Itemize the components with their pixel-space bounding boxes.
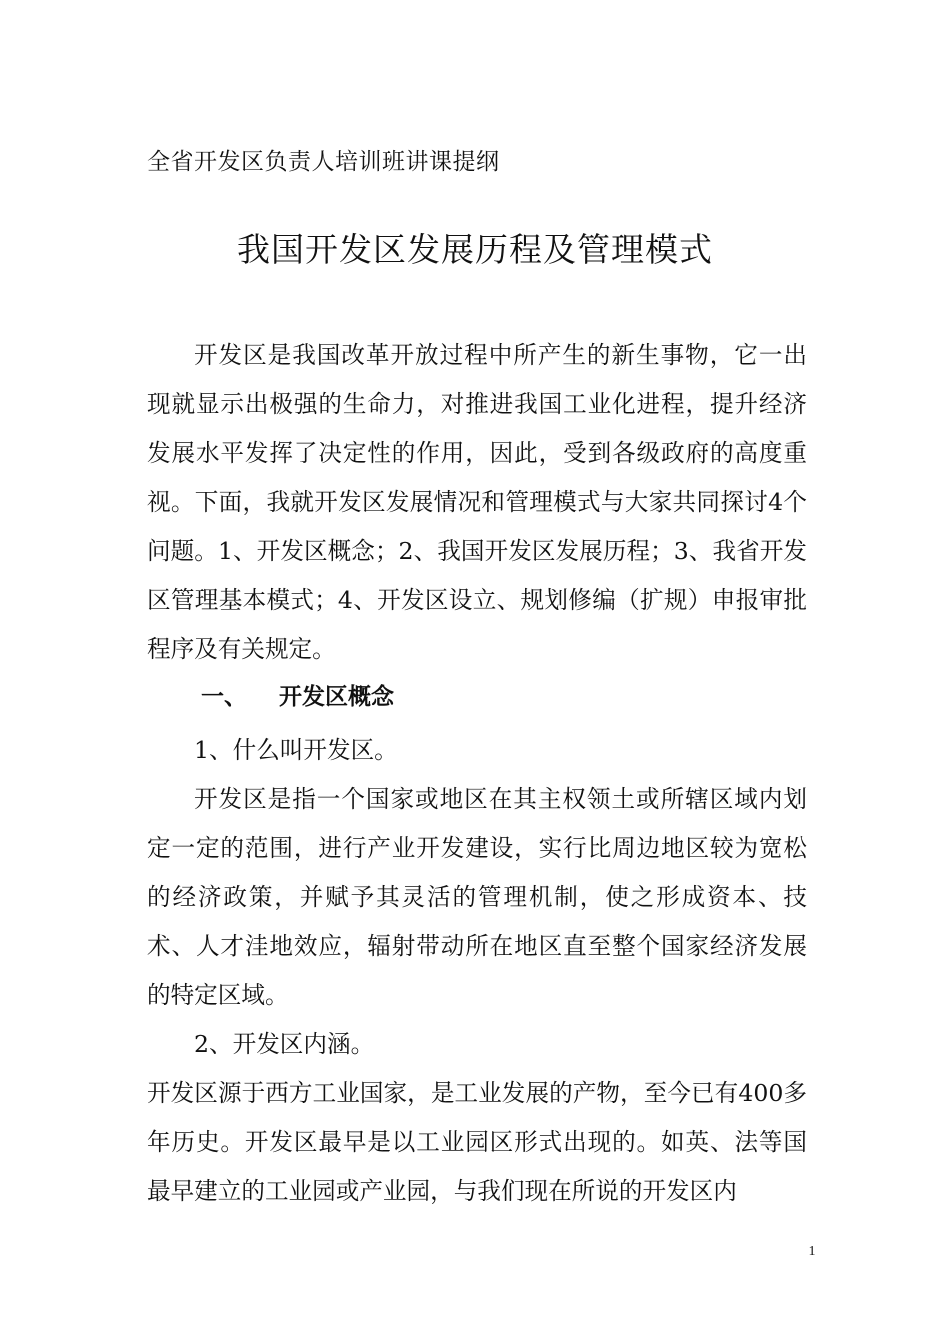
item2-paragraph: 开发区源于西方工业国家，是工业发展的产物，至今已有400多年历史。开发区最早是以工业园区形式出现的。如英、法等国最早建立的工业园或产业园，与我们现在所说的开发区内 <box>147 1079 807 1205</box>
item1-heading: 1、什么叫开发区。 <box>194 736 398 764</box>
page-number: 1 <box>808 1244 816 1259</box>
intro-paragraph: 开发区是我国改革开放过程中所产生的新生事物，它一出现就显示出极强的生命力，对推进我国工业化进程，提升经济发展水平发挥了决定性的作用，因此，受到各级政府的高度重视。下面，我就开发区发展情况和管理模式与大家共同探讨4个问题。1、开发区概念；2、我国开发区发展历程；3、我省开发区管理基本模式；4、开发区设立、规划修编（扩规）申报审批程序及有关规定。 <box>147 341 807 663</box>
section-heading-1 <box>201 677 394 717</box>
item2-heading: 2、开发区内涵。 <box>194 1030 375 1058</box>
document-title: 我国开发区发展历程及管理模式 <box>237 230 713 269</box>
item1-paragraph: 开发区是指一个国家或地区在其主权领土或所辖区域内划定一定的范围，进行产业开发建设，实行比周边地区较为宽松的经济政策，并赋予其灵活的管理机制，使之形成资本、技术、人才洼地效应，辐射带动所在地区直至整个国家经济发展的特定区域。 <box>147 785 807 1009</box>
section-heading-text: 开发区概念 <box>279 684 394 710</box>
section-number: 一、 <box>201 684 247 710</box>
document-subtitle: 全省开发区负责人培训班讲课提纲 <box>147 149 500 175</box>
